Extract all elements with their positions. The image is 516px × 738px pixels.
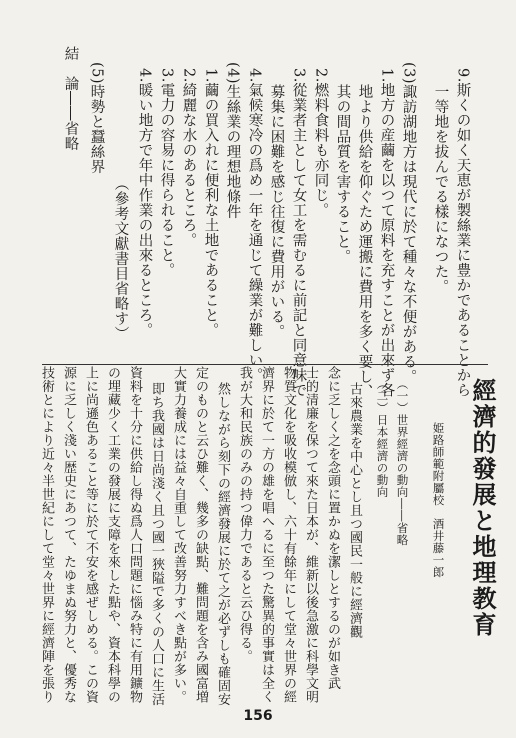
- outline-item-2: （二）日本經濟の動向: [375, 378, 390, 498]
- body-column: 濟界に於て一方の雄を唱へるに至つた驚異的事實は全く: [259, 366, 274, 704]
- upper-column: 地より供給を仰ぐため運搬に費用を多く要し、: [356, 84, 373, 399]
- upper-column: 1.繭の買入れに便利な土地であること。: [202, 68, 219, 338]
- body-column: 定のものと云ひ難く、幾多の缺點、難問題を含み國富増: [193, 366, 208, 704]
- outline-item-1: （一）世界經濟の動向――省略: [395, 378, 410, 546]
- body-column: の埋藏少く工業の發展に支障を來した點や、資本科學の: [105, 366, 120, 704]
- body-column: 古來農業を中心とし且つ國民一般に經濟觀: [347, 382, 362, 639]
- upper-column: 3.電力の容易に得られること。: [158, 68, 175, 278]
- body-column: 念に乏しく之を念頭に置かぬを潔しとするのが如き武: [325, 366, 340, 690]
- upper-column: 募集に困難を感じ往復に費用がいる。: [268, 84, 285, 339]
- body-column: 物質文化を吸收模倣し、六十有餘年にして堂々世界の經: [281, 366, 296, 704]
- article-title: 經濟的發展と地理教育: [468, 378, 497, 638]
- article-author: 姫路師範附屬校 酒井藤一郎: [431, 422, 446, 578]
- upper-column: 其の間品質を害すること。: [334, 84, 351, 264]
- upper-column: 1.地方の産繭を以つて原料を充すことが出來ず各: [378, 68, 395, 398]
- upper-column: 2.燃料食料も亦同じ。: [312, 68, 329, 218]
- page-number: 156: [243, 708, 273, 724]
- body-column: 技術とにより近々半世紀にして堂々世界に經濟陣を張り: [39, 366, 54, 704]
- upper-column: 結 論――省略: [62, 46, 79, 151]
- upper-column: 9.斯くの如く天恵が製絲業に豊かであることから: [454, 68, 471, 398]
- upper-column: 3.從業者主として女工を需むるに前記と同意味で: [290, 68, 307, 398]
- upper-column: (5)時勢と蠶絲界: [88, 62, 105, 175]
- upper-column: 一等地を拔んでる樣になつた。: [432, 84, 449, 294]
- upper-column: 4.暖い地方で年中作業の出來るところ。: [136, 68, 153, 338]
- upper-column: (3)諏訪湖地方は現代に於て種々な不便がある。: [400, 62, 417, 385]
- body-column: 即ち我國は日尚淺く且つ國一狹隘で多くの人口に生活: [149, 382, 164, 706]
- body-column: 士的清廉を保つて來た日本が、維新以後急激に科學文明: [303, 366, 318, 704]
- body-column: 資料を十分に供給し得ぬ爲人口問題に惱み特に有用鑛物: [127, 366, 142, 704]
- upper-column: （參考文獻書目省略す）: [112, 176, 129, 341]
- body-column: 我が大和民族のみの持つ偉力であると云ひ得る。: [237, 366, 252, 663]
- body-column: 源に乏しく淺い歴史にあつて、たゆまぬ努力と、優秀な: [61, 366, 76, 704]
- body-column: 大實力養成には益々自重して改善努力すべき點が多い。: [171, 366, 186, 704]
- body-column: 上に尚遜色あること等に於て不安を感ぜしめる。この資: [83, 366, 98, 704]
- body-column: 然しながら刻下の經濟發展に於て之が必ずしも確固安: [215, 382, 230, 706]
- upper-column: (4)生絲業の理想地條件: [224, 62, 241, 220]
- section-divider: [42, 364, 488, 365]
- upper-column: 4.氣候寒冷の爲め一年を通じて繰業が難しい。: [246, 68, 263, 383]
- upper-column: 2.綺麗な水のあるところ。: [180, 68, 197, 248]
